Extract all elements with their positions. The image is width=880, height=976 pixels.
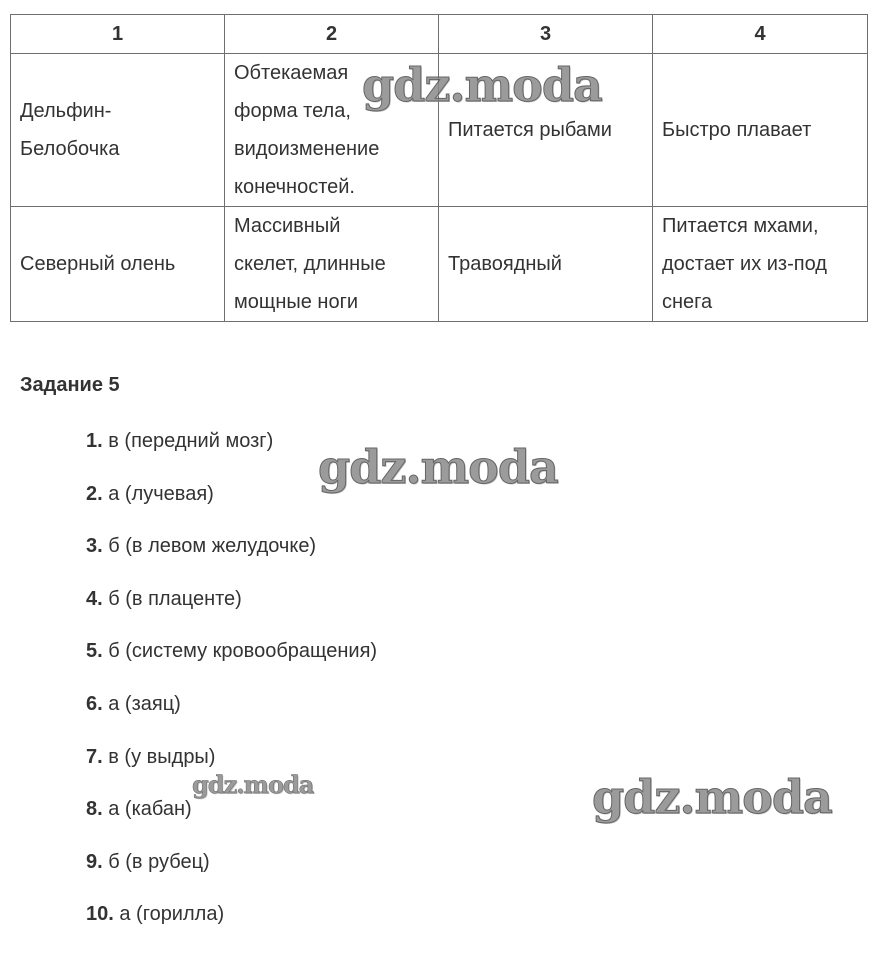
- food-cell: Питается рыбами: [439, 54, 653, 207]
- answer-text: б (в рубец): [102, 850, 210, 873]
- answer-number: 8.: [86, 798, 103, 821]
- answer-text: а (горилла): [113, 903, 225, 926]
- watermark: gdz.moda: [192, 770, 314, 799]
- column-header-1: 1: [11, 15, 225, 54]
- answer-number: 1.: [86, 430, 103, 452]
- cell-line: конечностей.: [234, 176, 355, 198]
- cell-line: мощные ноги: [234, 291, 359, 313]
- list-item: [86, 846, 377, 899]
- behavior-cell: [653, 207, 868, 322]
- answer-text: а (кабан): [102, 798, 192, 821]
- table-header-row: [11, 15, 868, 54]
- list-item: [86, 688, 377, 741]
- column-header-2: 2: [225, 15, 439, 54]
- list-item: [86, 583, 377, 636]
- answer-number: 10.: [86, 903, 114, 926]
- cell-line: скелет, длинные: [234, 253, 386, 275]
- list-item: [86, 793, 377, 846]
- answer-number: 5.: [86, 640, 103, 663]
- cell-line: Питается мхами,: [662, 215, 819, 237]
- answer-text: б (в левом желудочке): [102, 535, 317, 558]
- answer-text: а (заяц): [102, 692, 181, 715]
- cell-line: достает их из-под: [662, 253, 827, 275]
- answer-text: а (лучевая): [102, 482, 214, 505]
- animal-cell: [11, 54, 225, 207]
- cell-line: форма тела,: [234, 100, 351, 122]
- cell-line: Северный олень: [20, 253, 176, 275]
- column-header-4: 4: [653, 15, 868, 54]
- answer-list: [86, 425, 377, 951]
- cell-line: Быстро плавает: [662, 119, 812, 141]
- animal-cell: [11, 207, 225, 322]
- answer-text: б (систему кровообращения): [102, 640, 378, 663]
- answer-text: в (передний мозг): [102, 430, 274, 452]
- answer-number: 9.: [86, 850, 103, 873]
- column-header-3: 3: [439, 15, 653, 54]
- answer-number: 4.: [86, 587, 103, 610]
- task-title: Задание 5: [20, 374, 120, 396]
- cell-line: Белобочка: [20, 138, 120, 160]
- watermark: gdz.moda: [362, 58, 602, 112]
- adaptation-cell: [225, 207, 439, 322]
- cell-line: снега: [662, 291, 713, 313]
- behavior-cell: [653, 54, 868, 207]
- watermark: gdz.moda: [592, 770, 832, 824]
- cell-line: Массивный: [234, 215, 341, 237]
- watermark: gdz.moda: [318, 440, 558, 494]
- cell-line: Обтекаемая: [234, 62, 349, 84]
- cell-line: видоизменение: [234, 138, 380, 160]
- answer-number: 2.: [86, 482, 103, 505]
- answer-text: в (у выдры): [102, 745, 216, 768]
- cell-line: Дельфин-: [20, 100, 112, 122]
- answer-number: 7.: [86, 745, 103, 768]
- table-row: [11, 207, 868, 322]
- list-item: [86, 530, 377, 583]
- answer-number: 3.: [86, 535, 103, 558]
- food-cell: Травоядный: [439, 207, 653, 322]
- list-item: [86, 898, 377, 951]
- answer-text: б (в плаценте): [102, 587, 242, 610]
- answer-number: 6.: [86, 692, 103, 715]
- list-item: [86, 635, 377, 688]
